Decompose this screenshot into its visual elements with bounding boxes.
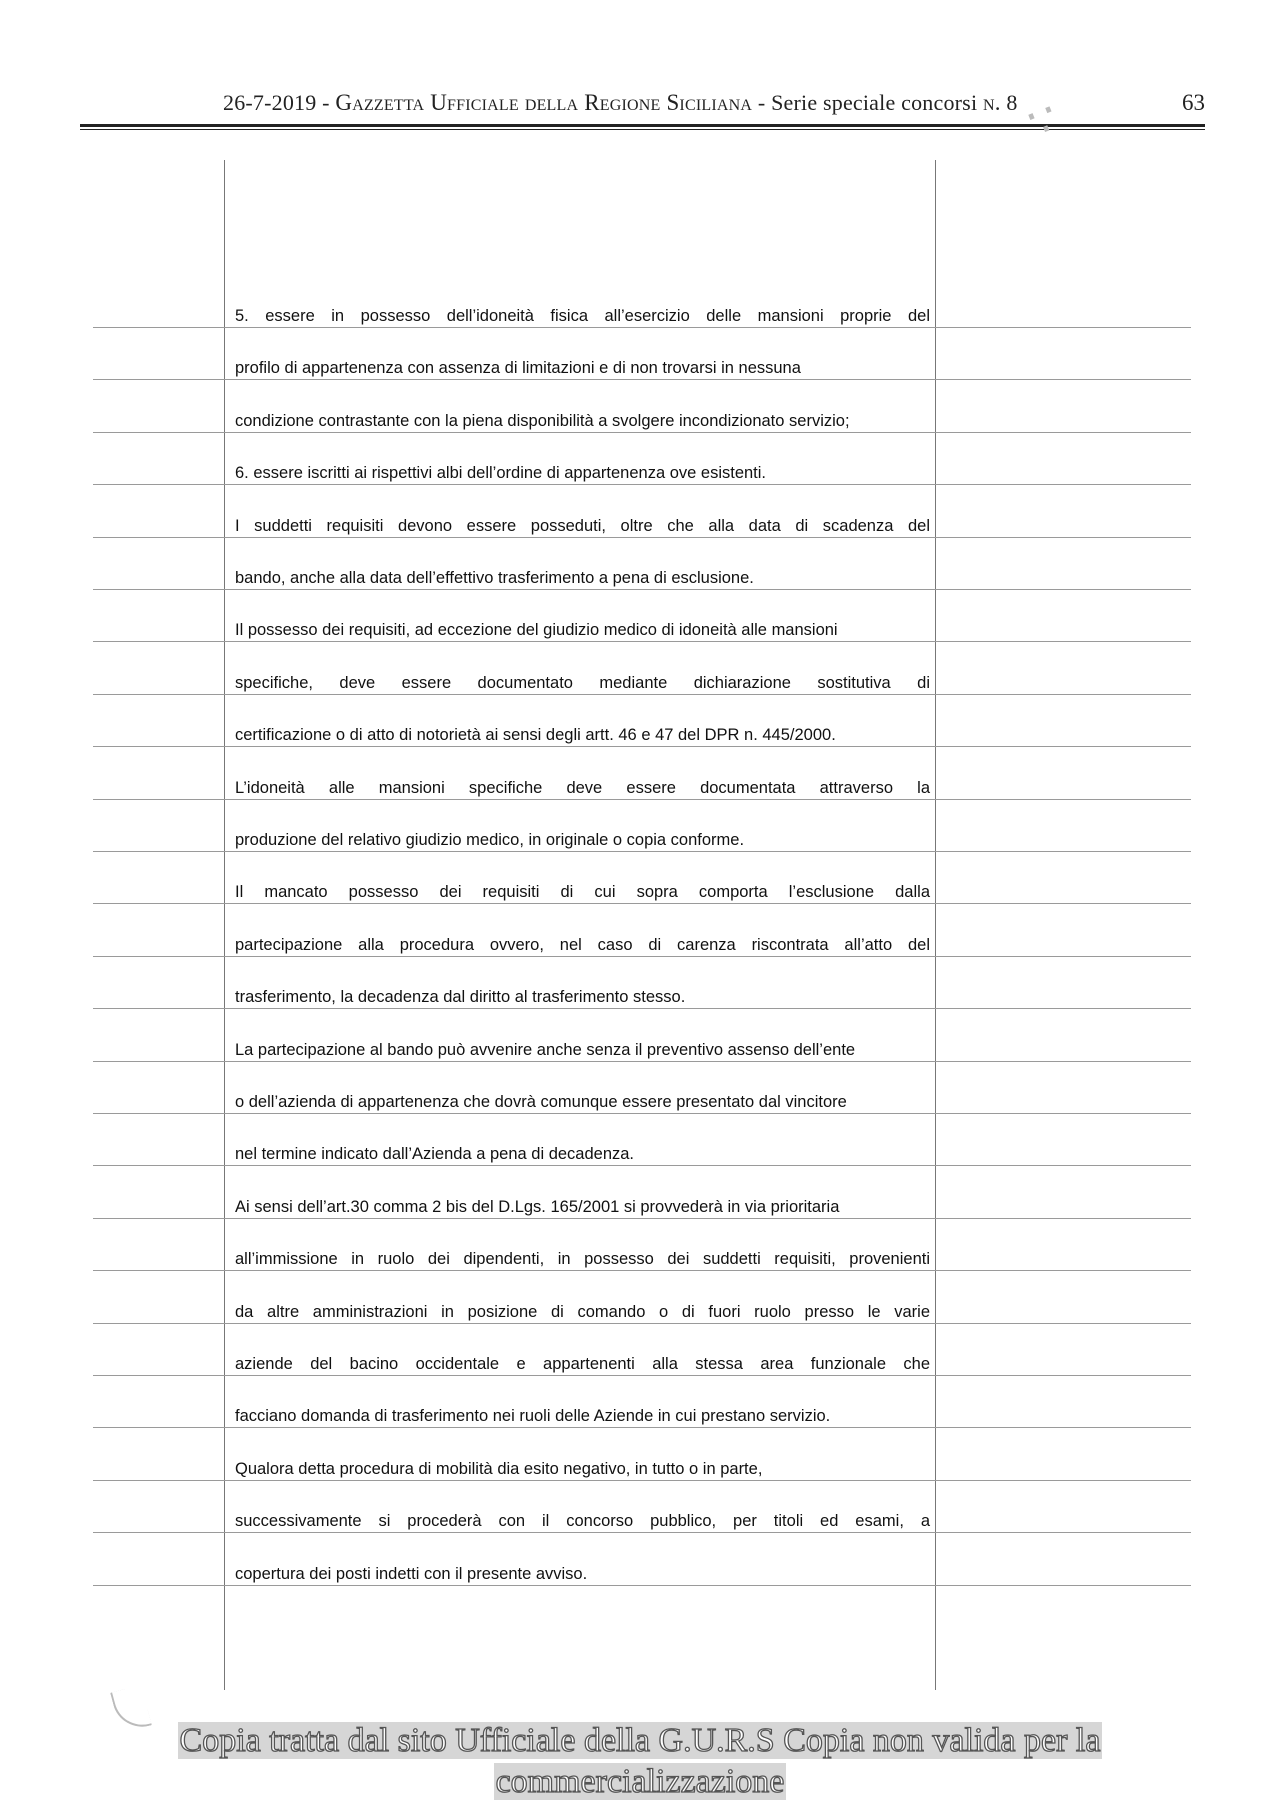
body-line: La partecipazione al bando può avvenire anche senza il preventivo assenso dell’ente xyxy=(235,1040,856,1059)
body-line: all’immissione in ruolo dei dipendenti, in possesso dei suddetti requisiti, provenienti xyxy=(235,1250,930,1269)
ruled-line xyxy=(93,1061,1191,1062)
ruled-line xyxy=(93,1218,1191,1219)
body-line: successivamente si procederà con il concorso pubblico, per titoli ed esami, a xyxy=(235,1512,930,1531)
left-margin-line xyxy=(224,160,225,1690)
body-line: bando, anche alla data dell’effettivo trasferimento a pena di esclusione. xyxy=(235,569,754,587)
body-line: nel termine indicato dall’Azienda a pena di decadenza. xyxy=(235,1145,635,1164)
body-line: condizione contrastante con la piena disponibilità a svolgere incondizionato servizio; xyxy=(235,411,850,430)
ruled-line xyxy=(93,589,1191,590)
body-line: specifiche, deve essere documentato mediante dichiarazione sostitutiva di xyxy=(235,673,930,692)
body-line: 5. essere in possesso dell’idoneità fisica all’esercizio delle mansioni proprie del xyxy=(235,307,930,325)
body-line: Ai sensi dell’art.30 comma 2 bis del D.Lgs. 165/2001 si provvederà in via prioritaria xyxy=(235,1197,840,1216)
ruled-line xyxy=(93,1427,1191,1428)
body-line: partecipazione alla procedura ovvero, nel caso di carenza riscontrata all’atto del xyxy=(235,935,930,954)
header-number-label: n. xyxy=(982,90,1001,115)
ruled-line xyxy=(93,1270,1191,1271)
ruled-line xyxy=(93,1008,1191,1009)
body-line: I suddetti requisiti devono essere posseduti, oltre che alla data di scadenza del xyxy=(235,516,930,535)
header-title: 26-7-2019 - Gazzetta Ufficiale della Regione Siciliana - Serie speciale concorsi n. 8 xyxy=(223,90,1018,115)
ruled-line xyxy=(93,746,1191,747)
ruled-line xyxy=(93,1113,1191,1114)
body-line: L’idoneità alle mansioni specifiche deve essere documentata attraverso la xyxy=(235,778,930,797)
body-line: facciano domanda di trasferimento nei ruoli delle Aziende in cui prestano servizio. xyxy=(235,1407,831,1426)
body-line: aziende del bacino occidentale e appartenenti alla stessa area funzionale che xyxy=(235,1355,930,1373)
ruled-line xyxy=(93,1323,1191,1324)
ruled-line xyxy=(93,956,1191,957)
ruled-line xyxy=(93,641,1191,642)
ruled-line xyxy=(93,1585,1191,1586)
page-number: 63 xyxy=(1182,90,1205,115)
ruled-line xyxy=(93,1375,1191,1376)
header-number: 8 xyxy=(1006,90,1018,115)
body-line: produzione del relativo giudizio medico, in originale o copia conforme. xyxy=(235,831,745,849)
header-series: Serie speciale concorsi xyxy=(771,90,978,115)
ruled-line xyxy=(93,799,1191,800)
stamp-mark-icon: ∵ xyxy=(1021,93,1066,150)
header-date: 26-7-2019 xyxy=(223,90,317,115)
watermark-line-2: commercializzazione xyxy=(495,1763,785,1800)
body-line: profilo di appartenenza con assenza di limitazioni e di non trovarsi in nessuna xyxy=(235,359,801,378)
ruled-line xyxy=(93,694,1191,695)
right-margin-line xyxy=(935,160,936,1690)
body-line: Qualora detta procedura di mobilità dia esito negativo, in tutto o in parte, xyxy=(235,1459,763,1478)
footer-watermark xyxy=(0,1720,1280,1802)
body-line: Il mancato possesso dei requisiti di cui sopra comporta l’esclusione dalla xyxy=(235,883,930,902)
watermark-line-1: Copia tratta dal sito Ufficiale della G.U.R.S Copia non valida per la xyxy=(179,1722,1101,1759)
body-line: 6. essere iscritti ai rispettivi albi dell’ordine di appartenenza ove esistenti. xyxy=(235,464,767,483)
body-line: o dell’azienda di appartenenza che dovrà comunque essere presentato dal vincitore xyxy=(235,1093,847,1111)
ruled-line xyxy=(93,1165,1191,1166)
ruled-line xyxy=(93,327,1191,328)
ruled-line xyxy=(93,903,1191,904)
body-line: trasferimento, la decadenza dal diritto al trasferimento stesso. xyxy=(235,988,686,1007)
ruled-line xyxy=(93,851,1191,852)
body-line: certificazione o di atto di notorietà ai sensi degli artt. 46 e 47 del DPR n. 445/2000. xyxy=(235,726,836,745)
body-line: da altre amministrazioni in posizione di comando o di fuori ruolo presso le varie xyxy=(235,1302,930,1321)
header-publication: Gazzetta Ufficiale della Regione Siciliana xyxy=(335,90,753,115)
body-line: Il possesso dei requisiti, ad eccezione del giudizio medico di idoneità alle mansioni xyxy=(235,621,838,640)
ruled-line xyxy=(93,484,1191,485)
body-line: copertura dei posti indetti con il presente avviso. xyxy=(235,1564,588,1583)
ruled-line xyxy=(93,537,1191,538)
ruled-line xyxy=(93,432,1191,433)
ruled-line xyxy=(93,379,1191,380)
ruled-line xyxy=(93,1532,1191,1533)
ruled-line xyxy=(93,1480,1191,1481)
